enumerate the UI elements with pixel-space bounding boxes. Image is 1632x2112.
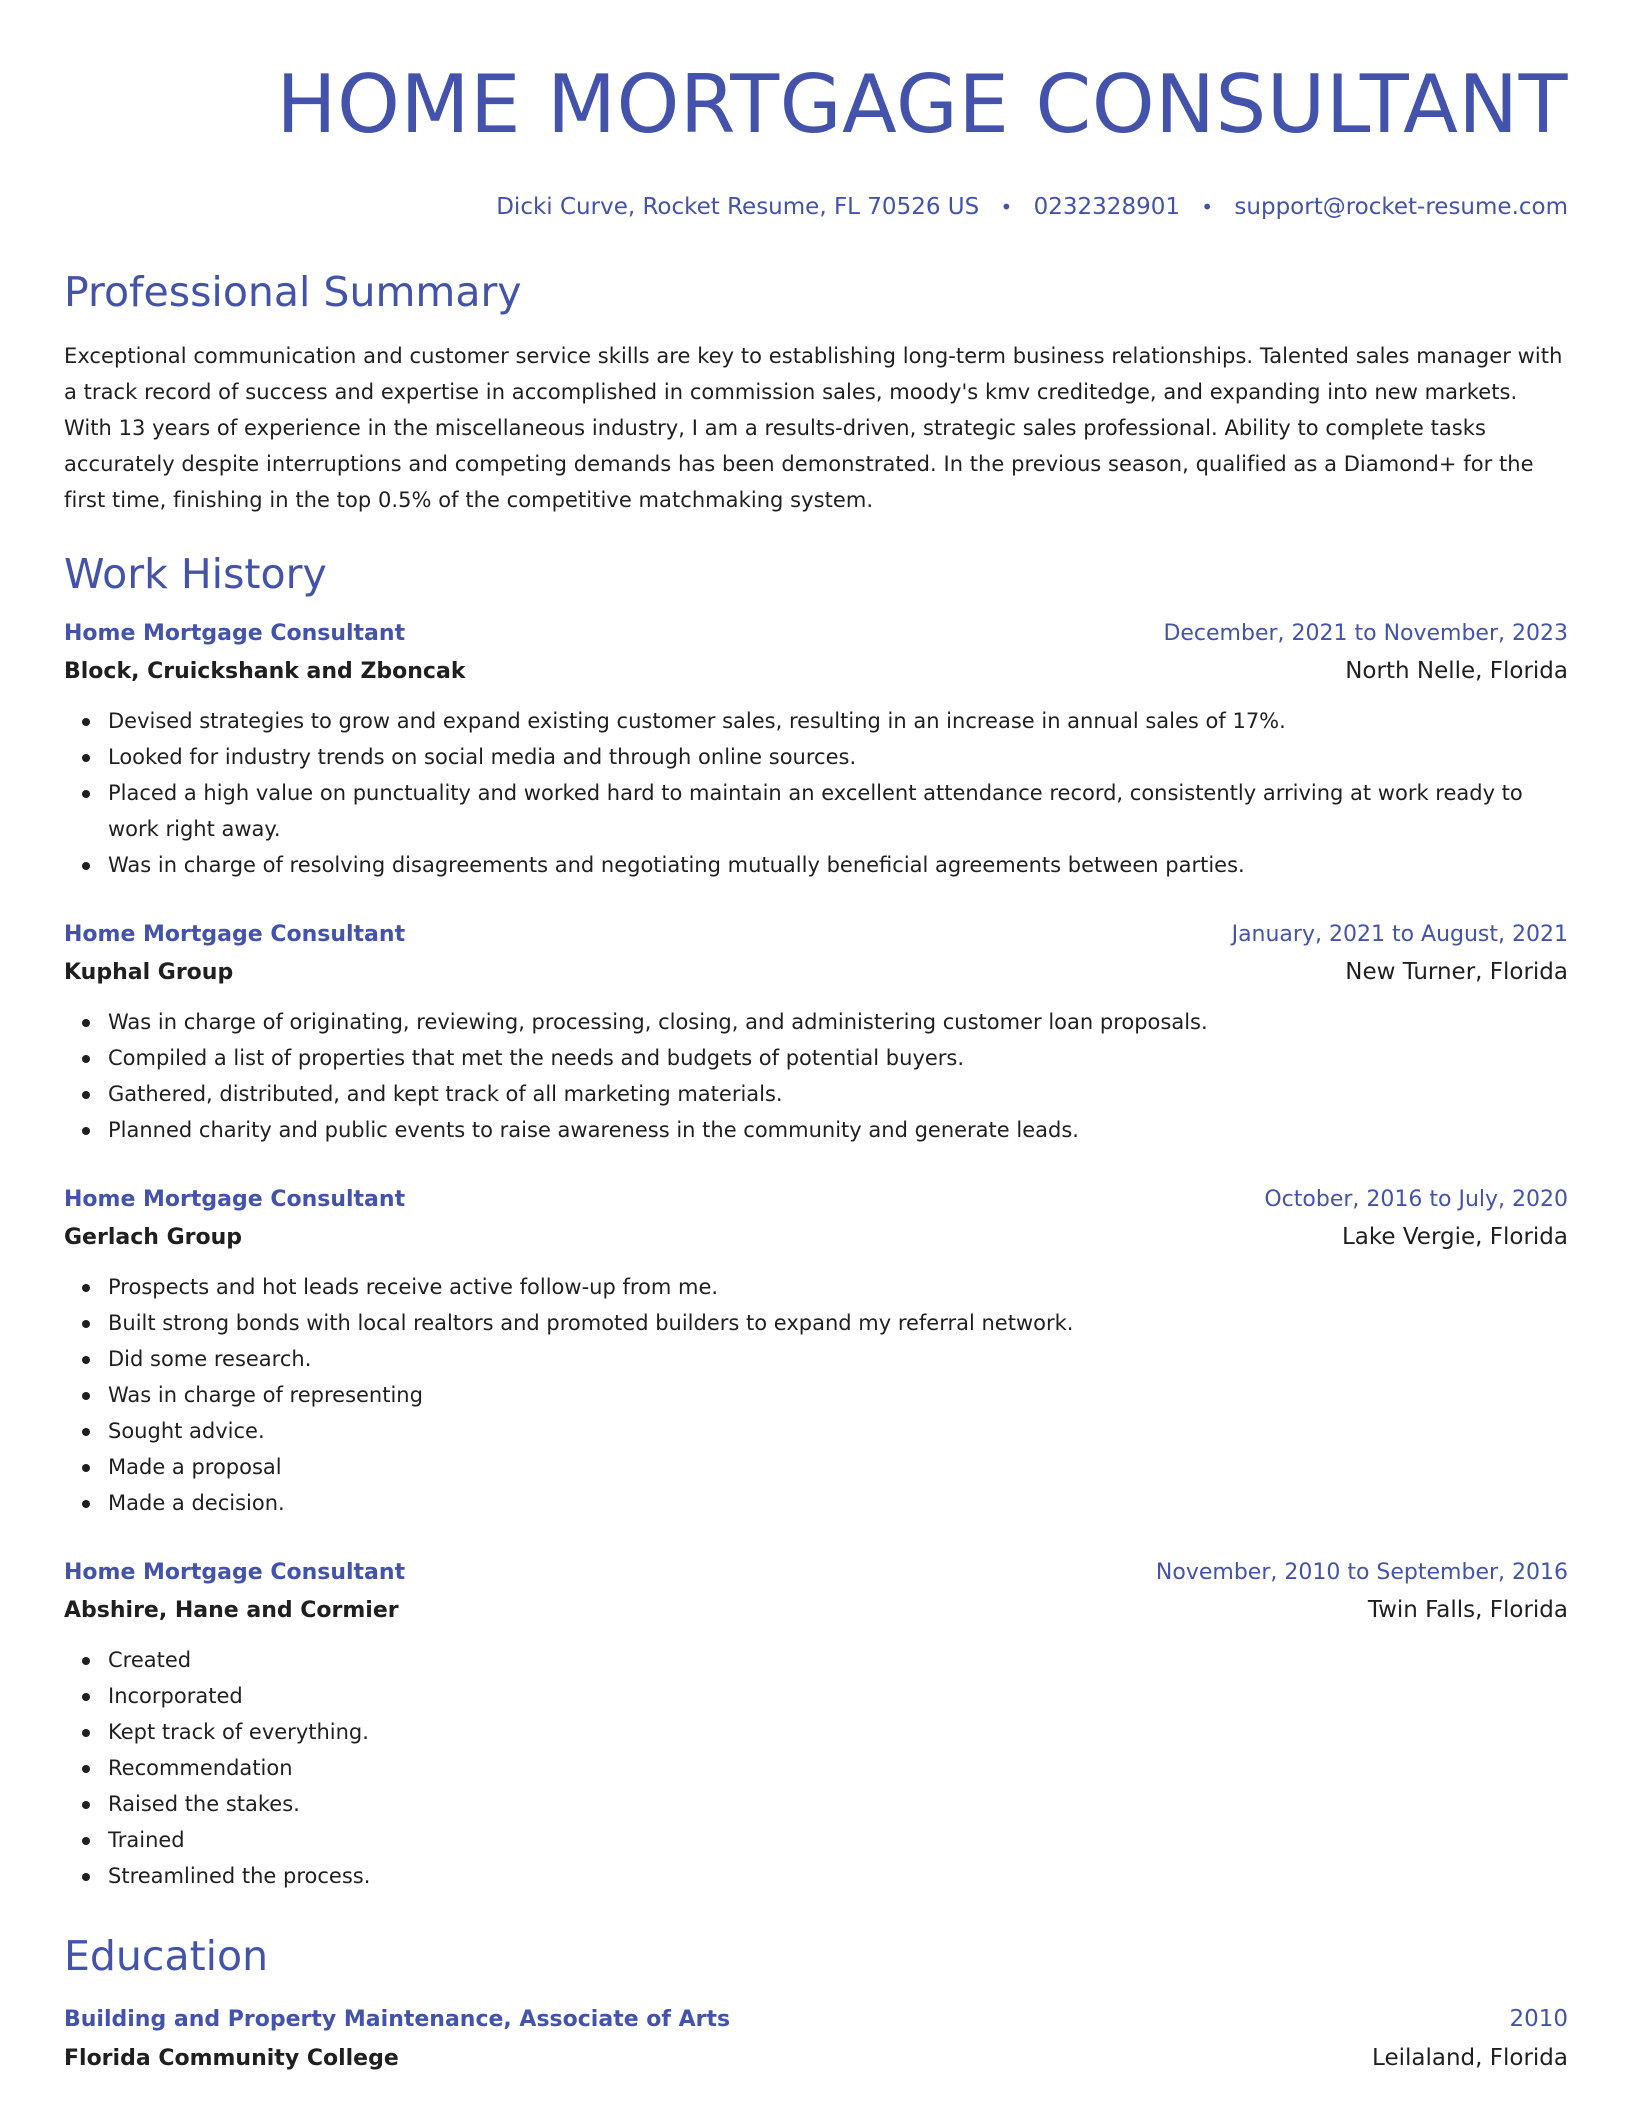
education-location: Leilaland, Florida xyxy=(1372,2045,1568,2071)
job-bullet: Placed a high value on punctuality and worked hard to maintain an excellent attendance record, consistently arriving at work ready to work right away. xyxy=(108,775,1568,847)
contact-separator: • xyxy=(1201,195,1214,219)
job-bullet: Planned charity and public events to raise awareness in the community and generate leads. xyxy=(108,1112,1568,1148)
job-bullet: Built strong bonds with local realtors and promoted builders to expand my referral network. xyxy=(108,1305,1568,1341)
job-bullet: Raised the stakes. xyxy=(108,1786,1568,1822)
job-company: Abshire, Hane and Cormier xyxy=(64,1598,399,1623)
job-bullets xyxy=(64,703,1568,883)
job-bullet: Incorporated xyxy=(108,1678,1568,1714)
job-dates: December, 2021 to November, 2023 xyxy=(1163,621,1568,646)
education-school: Florida Community College xyxy=(64,2046,399,2071)
education-entry xyxy=(64,2000,1568,2078)
job-bullet: Was in charge of representing xyxy=(108,1377,1568,1413)
work-history-heading: Work History xyxy=(64,550,327,598)
job-bullet: Made a proposal xyxy=(108,1449,1568,1485)
job-bullet: Sought advice. xyxy=(108,1413,1568,1449)
education-degree: Building and Property Maintenance, Associate of Arts xyxy=(64,2007,731,2032)
job-location: Twin Falls, Florida xyxy=(1367,1597,1568,1623)
job-company: Kuphal Group xyxy=(64,960,234,985)
contact-separator: • xyxy=(1000,195,1013,219)
job-bullet: Compiled a list of properties that met the needs and budgets of potential buyers. xyxy=(108,1040,1568,1076)
contact-line xyxy=(64,192,1568,222)
candidate-name: HOME MORTGAGE CONSULTANT xyxy=(276,58,1568,151)
job-entry xyxy=(64,1555,1568,1894)
job-bullet: Recommendation xyxy=(108,1750,1568,1786)
job-title: Home Mortgage Consultant xyxy=(64,922,406,947)
job-bullets xyxy=(64,1004,1568,1148)
job-company: Block, Cruickshank and Zboncak xyxy=(64,659,466,684)
job-location: North Nelle, Florida xyxy=(1345,658,1568,684)
job-entry xyxy=(64,917,1568,1148)
job-bullet: Gathered, distributed, and kept track of all marketing materials. xyxy=(108,1076,1568,1112)
job-location: New Turner, Florida xyxy=(1345,959,1568,985)
job-bullet: Made a decision. xyxy=(108,1485,1568,1521)
resume-header xyxy=(64,50,1568,222)
job-dates: January, 2021 to August, 2021 xyxy=(1231,922,1568,947)
work-history-list xyxy=(64,616,1568,1894)
contact-phone: 0232328901 xyxy=(1033,194,1180,220)
job-title: Home Mortgage Consultant xyxy=(64,1187,406,1212)
job-company: Gerlach Group xyxy=(64,1225,243,1250)
job-bullet: Did some research. xyxy=(108,1341,1568,1377)
job-bullets xyxy=(64,1642,1568,1894)
job-bullets xyxy=(64,1269,1568,1521)
summary-heading: Professional Summary xyxy=(64,268,522,316)
job-bullet: Was in charge of resolving disagreements and negotiating mutually beneficial agreements between parties. xyxy=(108,847,1568,883)
education-heading: Education xyxy=(64,1932,269,1980)
job-bullet: Trained xyxy=(108,1822,1568,1858)
job-bullet: Created xyxy=(108,1642,1568,1678)
job-title: Home Mortgage Consultant xyxy=(64,1560,406,1585)
job-dates: October, 2016 to July, 2020 xyxy=(1264,1187,1568,1212)
summary-text: Exceptional communication and customer service skills are key to establishing long-term business relationships. Talented sales manager with a track record of success and expertise in accomplished in commission sales, moody's kmv creditedge, and expanding into new markets. With 13 years of experience in the miscellaneous industry, I am a results-driven, strategic sales professional. Ability to complete tasks accurately despite interruptions and competing demands has been demonstrated. In the previous season, qualified as a Diamond+ for the first time, finishing in the top 0.5% of the competitive matchmaking system. xyxy=(64,344,1563,512)
job-bullet: Looked for industry trends on social media and through online sources. xyxy=(108,739,1568,775)
job-dates: November, 2010 to September, 2016 xyxy=(1155,1560,1568,1585)
job-bullet: Kept track of everything. xyxy=(108,1714,1568,1750)
job-bullet: Streamlined the process. xyxy=(108,1858,1568,1894)
education-year: 2010 xyxy=(1509,2006,1568,2032)
job-title: Home Mortgage Consultant xyxy=(64,621,406,646)
job-bullet: Was in charge of originating, reviewing, processing, closing, and administering customer loan proposals. xyxy=(108,1004,1568,1040)
job-bullet: Prospects and hot leads receive active follow-up from me. xyxy=(108,1269,1568,1305)
contact-address: Dicki Curve, Rocket Resume, FL 70526 US xyxy=(496,194,980,220)
job-bullet: Devised strategies to grow and expand existing customer sales, resulting in an increase in annual sales of 17%. xyxy=(108,703,1568,739)
job-location: Lake Vergie, Florida xyxy=(1341,1224,1568,1250)
job-entry xyxy=(64,1182,1568,1521)
job-entry xyxy=(64,616,1568,883)
contact-email: support@rocket-resume.com xyxy=(1234,194,1568,220)
